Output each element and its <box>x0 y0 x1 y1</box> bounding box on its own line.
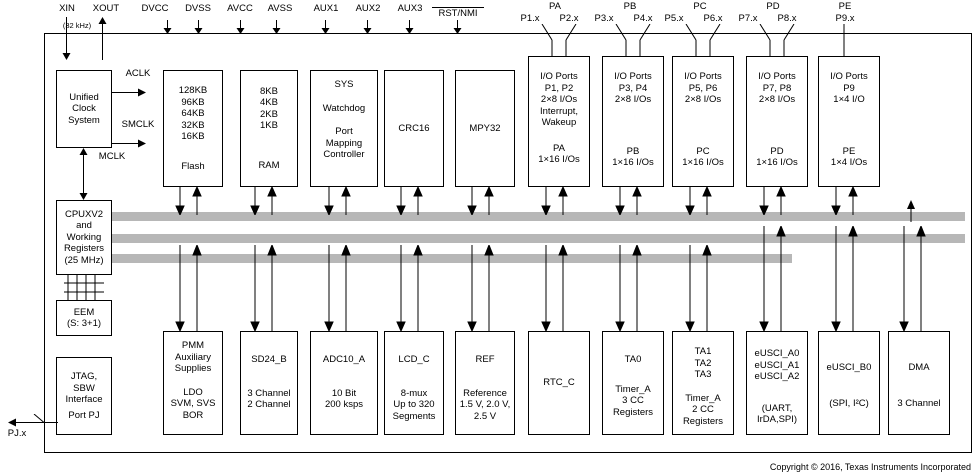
bus-arrows-ram <box>250 187 286 220</box>
signal-label-xout: XOUT <box>92 3 120 14</box>
port-header-pb: PB <box>623 1 637 12</box>
bus-arrows-pb <box>615 187 651 220</box>
block-ta1-ta2-ta3: TA1 TA2 TA3 Timer_A 2 CC Registers <box>672 331 734 435</box>
arrow-rst-nmi <box>453 20 462 39</box>
arrow-aux2 <box>363 20 372 39</box>
arrow-dvcc <box>163 20 172 39</box>
signal-label-dvss: DVSS <box>185 3 211 14</box>
arrow-aclk <box>112 84 146 102</box>
block-unified-clock-system: Unified Clock System <box>56 70 112 148</box>
signal-label-aux2: AUX2 <box>355 3 381 14</box>
signal-label-dvcc: DVCC <box>141 3 169 14</box>
block-jtag-sbw: JTAG, SBW Interface Port PJ <box>56 357 112 435</box>
bus-arrows-pc <box>685 187 721 220</box>
signal-label-aux3: AUX3 <box>397 3 423 14</box>
signal-label-avcc: AVCC <box>227 3 253 14</box>
xin-freq-label: (32 kHz) <box>62 21 92 30</box>
block-ref: REF Reference 1.5 V, 2.0 V, 2.5 V <box>455 331 515 435</box>
arrow-aux1 <box>321 20 330 39</box>
arrow-xout <box>98 17 107 65</box>
bus-arrows-sys <box>324 187 360 220</box>
bus-arrows-eusci-b <box>831 226 867 336</box>
block-port-pc: I/O Ports P5, P6 2×8 I/Os PC 1×16 I/Os <box>672 56 734 187</box>
block-port-pb: I/O Ports P3, P4 2×8 I/Os PB 1×16 I/Os <box>602 56 664 187</box>
arrow-xin <box>62 17 71 65</box>
signal-label-rst-nmi: RST/NMI <box>432 3 484 21</box>
block-sd24b: SD24_B 3 Channel 2 Channel <box>240 331 298 435</box>
signal-label-avss: AVSS <box>267 3 293 14</box>
bus-arrows-pd <box>759 187 795 220</box>
block-dma: DMA 3 Channel <box>888 331 950 435</box>
pin-label-p5x: P5.x <box>664 13 684 24</box>
pin-label-p3x: P3.x <box>594 13 614 24</box>
arrow-pjx <box>8 414 58 432</box>
arrow-aux3 <box>405 20 414 39</box>
port-header-pe: PE <box>838 1 852 12</box>
block-pmm: PMM Auxiliary Supplies LDO SVM, SVS BOR <box>163 331 223 435</box>
pin-label-pjx: PJ.x <box>7 428 27 439</box>
pin-label-p8x: P8.x <box>777 13 797 24</box>
bus-arrows-ref <box>467 245 503 336</box>
arrow-avss <box>272 20 281 39</box>
bus-arrows-ta1 <box>685 245 721 336</box>
block-flash: 128KB 96KB 64KB 32KB 16KB Flash <box>163 70 223 187</box>
bus-arrow-dma-top <box>905 200 917 227</box>
block-ram: 8KB 4KB 2KB 1KB RAM <box>240 70 298 187</box>
bus-arrows-mpy32 <box>467 187 503 220</box>
block-eem: EEM (S: 3+1) <box>56 300 112 336</box>
pin-label-p7x: P7.x <box>738 13 758 24</box>
clock-label-smclk: SMCLK <box>121 119 155 130</box>
signal-label-aux1: AUX1 <box>313 3 339 14</box>
pin-label-p6x: P6.x <box>703 13 723 24</box>
arrow-dvss <box>194 20 203 39</box>
arrow-avcc <box>236 20 245 39</box>
pin-label-p9x: P9.x <box>835 13 855 24</box>
pin-label-p1x: P1.x <box>520 13 540 24</box>
block-adc10a: ADC10_A 10 Bit 200 ksps <box>310 331 378 435</box>
clock-label-aclk: ACLK <box>125 68 151 79</box>
bus-arrows-pa <box>541 187 577 220</box>
pin-label-p2x: P2.x <box>559 13 579 24</box>
bus-arrows-sd24b <box>250 245 286 336</box>
block-rtcc: RTC_C <box>528 331 590 435</box>
block-port-pe: I/O Ports P9 1×4 I/O PE 1×4 I/Os <box>818 56 880 187</box>
block-eusci-a: eUSCI_A0 eUSCI_A1 eUSCI_A2 (UART, IrDA,SPI) <box>746 331 808 435</box>
pin-label-p4x: P4.x <box>633 13 653 24</box>
block-sys: SYS Watchdog Port Mapping Controller <box>310 70 378 187</box>
bus-arrows-lcdc <box>396 245 432 336</box>
block-cpuxv2: CPUXV2 and Working Registers (25 MHz) <box>56 200 112 275</box>
bus-arrows-crc16 <box>396 187 432 220</box>
block-eusci-b: eUSCI_B0 (SPI, I²C) <box>818 331 880 435</box>
bus-arrows-flash <box>175 187 211 220</box>
block-port-pa: I/O Ports P1, P2 2×8 I/Os Interrupt, Wakeup PA 1×16 I/Os <box>528 56 590 187</box>
block-lcdc: LCD_C 8-mux Up to 320 Segments <box>384 331 444 435</box>
bus-arrows-eusci-a <box>759 226 795 336</box>
bus-arrows-ta0 <box>615 245 651 336</box>
block-crc16: CRC16 <box>384 70 444 187</box>
port-header-pd: PD <box>766 1 780 12</box>
block-ta0: TA0 Timer_A 3 CC Registers <box>602 331 664 435</box>
port-header-pa: PA <box>549 1 561 12</box>
clock-label-mclk: MCLK <box>98 151 126 162</box>
arrow-mclk <box>79 148 88 205</box>
block-port-pd: I/O Ports P7, P8 2×8 I/Os PD 1×16 I/Os <box>746 56 808 187</box>
bus-arrows-adc10a <box>324 245 360 336</box>
signal-label-xin: XIN <box>59 3 75 14</box>
bus-arrows-pmm <box>175 245 211 336</box>
port-header-pc: PC <box>693 1 707 12</box>
bus-arrows-rtcc <box>541 245 577 336</box>
bus-arrows-dma-bottom <box>899 226 935 336</box>
block-mpy32: MPY32 <box>455 70 515 187</box>
bus-arrows-pe <box>831 187 867 220</box>
copyright-text: Copyright © 2016, Texas Instruments Incorporated <box>769 462 971 472</box>
